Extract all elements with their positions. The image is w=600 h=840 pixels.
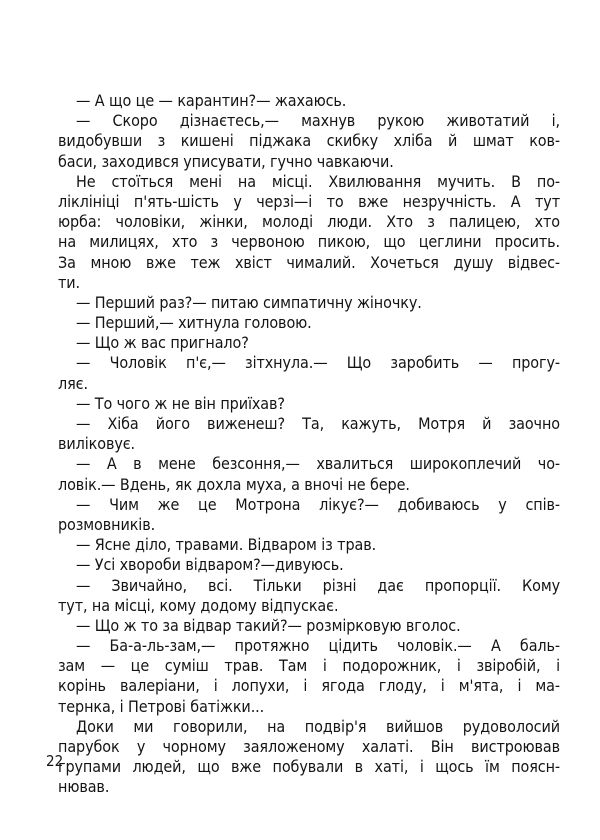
text-line: нював. bbox=[58, 777, 110, 797]
text-line: — Перший раз?— питаю симпатичну жіночку. bbox=[76, 292, 422, 312]
text-line: розмовників. bbox=[58, 514, 156, 534]
text-line: ти. bbox=[58, 272, 81, 292]
text-line: — А що це — карантин?— жахаюсь. bbox=[76, 91, 347, 110]
text-line: — Хіба його виженеш? Та, кажуть, Мотря й заочно bbox=[76, 414, 560, 433]
text-line: ляє. bbox=[58, 373, 88, 393]
text-line: групами людей, що вже побували в хаті, і щось їм поясн- bbox=[58, 757, 560, 777]
text-line: Доки ми говорили, на подвір'я вийшов рудоволосий bbox=[76, 716, 560, 736]
text-line: тернка, і Петрові батіжки... bbox=[58, 696, 265, 716]
text-line: ліклініці п'ять-шість у черзі—і то вже незручність. А тут bbox=[58, 191, 560, 211]
text-line: — Що ж вас пригнало? bbox=[76, 333, 249, 353]
text-line: — Ясне діло, травами. Відваром із трав. bbox=[76, 535, 377, 555]
text-line: — Чоловік п'є,— зітхнула.— Що заробить — прогу- bbox=[76, 353, 560, 373]
text-line: За мною вже теж хвіст чималий. Хочеться душу відвес- bbox=[58, 252, 560, 272]
page-body-text bbox=[58, 91, 560, 798]
text-line: на милицях, хто з червоною пикою, що цеглини просить. bbox=[58, 232, 560, 252]
text-line: Не стоїться мені на місці. Хвилювання мучить. В по- bbox=[76, 171, 560, 191]
text-line: — Перший,— хитнула головою. bbox=[76, 313, 312, 333]
page-number: 22 bbox=[46, 752, 64, 770]
text-line: — Скоро дізнаєтесь,— махнув рукою животатий і, bbox=[76, 111, 560, 131]
text-line: ловік.— Вдень, як дохла муха, а вночі не бере. bbox=[58, 474, 410, 494]
text-line: — То чого ж не він приїхав? bbox=[76, 393, 285, 413]
text-line: — А в мене безсоння,— хвалиться широкоплечий чо- bbox=[76, 454, 560, 474]
text-line: тут, на місці, кому додому відпускає. bbox=[58, 595, 339, 615]
text-line: — Звичайно, всі. Тільки різні дає пропорції. Кому bbox=[76, 575, 560, 595]
text-line: зам — це суміш трав. Там і подорожник, і звіробій, і bbox=[58, 656, 560, 676]
text-line: — Усі хвороби відваром?—дивуюсь. bbox=[76, 555, 344, 575]
text-line: — Що ж то за відвар такий?— розмірковую вголос. bbox=[76, 615, 461, 635]
text-line: виліковує. bbox=[58, 434, 136, 454]
text-line: — Чим же це Мотрона лікує?— добиваюсь у спів- bbox=[76, 494, 560, 514]
text-line: парубок у чорному заяложеному халаті. Він вистроював bbox=[58, 737, 560, 756]
text-line: корінь валеріани, і лопухи, і ягода глоду, і м'ята, і ма- bbox=[58, 676, 560, 696]
text-line: юрба: чоловіки, жінки, молоді люди. Хто з палицею, хто bbox=[58, 212, 560, 232]
text-line: баси, заходився уписувати, гучно чавкаючи. bbox=[58, 151, 394, 171]
text-line: видобувши з кишені піджака скибку хліба й шмат ков- bbox=[58, 131, 560, 151]
text-line: — Ба-а-ль-зам,— протяжно цідить чоловік.— А баль- bbox=[76, 636, 560, 656]
